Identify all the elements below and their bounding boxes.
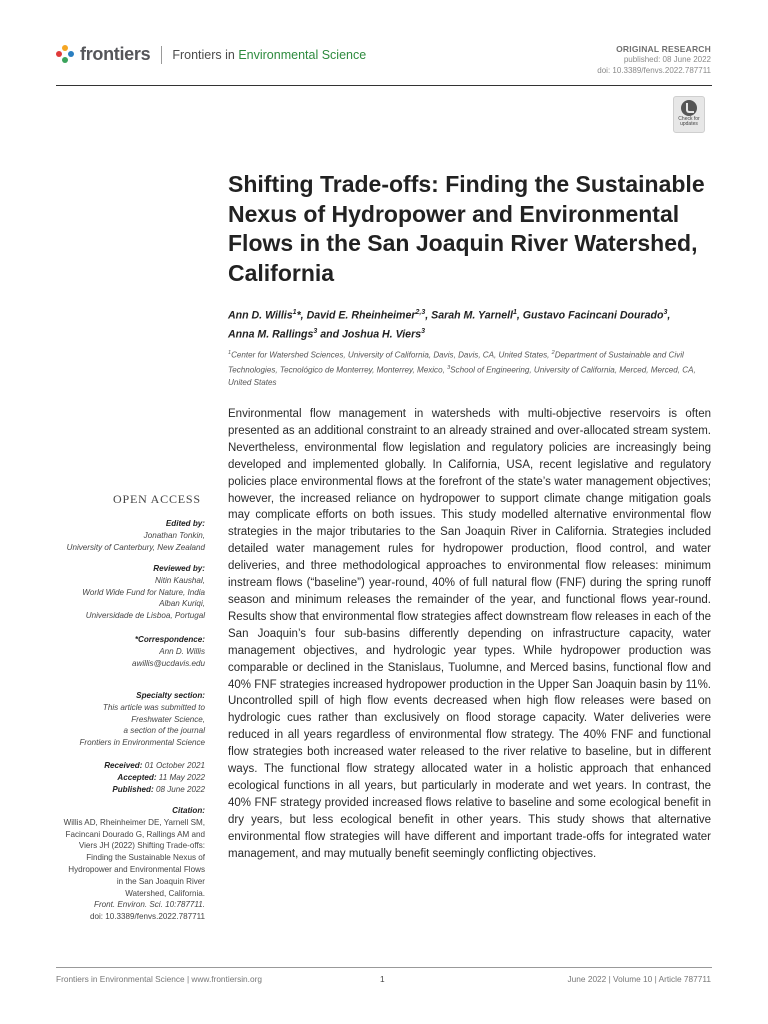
- specialty-section: [79, 690, 205, 749]
- received-value: 01 October 2021: [144, 761, 205, 770]
- citation-line: Willis AD, Rheinheimer DE, Yarnell SM,: [63, 817, 205, 827]
- article-doi[interactable]: doi: 10.3389/fenvs.2022.787711: [597, 66, 711, 75]
- frontiers-logo-icon: [56, 45, 75, 64]
- specialty-line: Frontiers in Environmental Science: [79, 738, 205, 748]
- accepted-date: [104, 772, 205, 784]
- citation-line: Facincani Dourado G, Rallings AM and: [65, 829, 205, 839]
- affiliation-marker: 2: [551, 350, 555, 356]
- published-value: 08 June 2022: [155, 784, 205, 794]
- author-name[interactable]: Gustavo Facincani Dourado: [522, 309, 664, 322]
- author-list: Ann D. Willis$^1$*, David E. Rheinheimer$^{2,3}$, Sarah M. Yarnell$^1$, Gustavo Facincani Dourado$^3$, Anna M. Rallings$^3$ and Joshua H. Viers$^3$: [228, 309, 671, 341]
- citation-line: Watershed, California.: [125, 888, 205, 898]
- citation-line: Viers JH (2022) Shifting Trade-offs:: [78, 841, 205, 851]
- correspondence-email[interactable]: awillis@ucdavis.edu: [132, 658, 205, 668]
- author-name[interactable]: Anna M. Rallings: [228, 328, 314, 341]
- citation-doi[interactable]: doi: 10.3389/fenvs.2022.787711: [89, 912, 205, 922]
- specialty-line: This article was submitted to: [102, 702, 205, 712]
- article-title: Shifting Trade-offs: Finding the Sustainable Nexus of Hydropower and Environmental Flows in the San Joaquin River Watershed, California: [228, 171, 705, 286]
- journal-prefix: Frontiers in: [172, 47, 235, 62]
- check-updates-icon: [681, 100, 697, 116]
- affiliation-text: Center for Watershed Sciences, University of California, Davis, Davis, CA, United States,: [231, 350, 552, 360]
- affiliation-text: Department of Sustainable and Civil Technologies, Tecnológico de Monterrey, Monterrey, Mexico,: [228, 350, 684, 375]
- reviewer-line: Universidade de Lisboa, Portugal: [85, 611, 205, 621]
- frontiers-logo[interactable]: [56, 44, 366, 65]
- affiliation-marker: 1: [228, 350, 232, 356]
- affiliation-text: School of Engineering, University of California, Merced, Merced, CA, United States: [228, 365, 696, 388]
- author-name[interactable]: Joshua H. Viers: [342, 328, 422, 341]
- citation-line: in the San Joaquin River: [116, 876, 205, 886]
- published-label: Published:: [112, 784, 154, 794]
- citation-line: Finding the Sustainable Nexus of: [86, 853, 205, 863]
- reviewer-line: Alban Kuriqi,: [159, 599, 205, 609]
- open-access-label: OPEN ACCESS: [113, 492, 201, 506]
- citation-label: Citation:: [172, 806, 205, 815]
- specialty-line: Freshwater Science,: [131, 714, 205, 724]
- citation-line: Front. Environ. Sci. 10:787711.: [94, 900, 205, 910]
- author-affiliation-marker: 3: [663, 309, 668, 316]
- correspondence-label: *Correspondence:: [134, 635, 205, 644]
- affiliation-marker: 3: [447, 365, 451, 372]
- editor-line: University of Canterbury, New Zealand: [66, 542, 205, 552]
- footer-rule: [56, 967, 712, 968]
- author-name[interactable]: Ann D. Willis: [228, 309, 293, 322]
- check-updates-label: Check for updates: [678, 116, 700, 127]
- author-name[interactable]: David E. Rheinheimer: [306, 309, 416, 322]
- abstract: Environmental flow management in watersheds with multi-objective reservoirs is often presented as an additional constraint to an already strained and over-allocated stream system. Nevertheless, environmental flow legislation and regulatory policies are increasingly being developed and implemented globally. In California, USA, recent legislative and regulatory policies place environmental flows at the forefront of the state’s water management objectives; however, the increased reliance on hydropower to support climate change mitigation goals may complicate efforts on both issues. This study modelled alternative environmental flow strategies in the major tributaries to the San Joaquin River in California. Strategies included detailed water management rules for hydropower production, flood control, and water deliveries, and three methodological approaches to environmental flow releases: minimum instream flows (“baseline”) year-round, 40% of full natural flow (FNF) during the spring runoff season and minimum releases the remainder of the year, and functional flows year-round. Results show that environmental flow strategies affect downstream flow releases in each of the San Joaquin’s four sub-basins differently depending on infrastructure capacity, water management objectives, and hydrologic year types. While hydropower production was comparable or declined in the Stanislaus, Tuolumne, and Merced basins, functional flow and 40% FNF strategies increased hydropower production in the Upper San Joaquin basin by 11%. Uncontrolled spill of high flow events decreased when high flow releases were based on hydrologic cues rather than exclusively on flood storage capacity. Water deliveries were reduced in all years regardless of environmental flow strategy. The 40% FNF and functional flow strategies both increased water released to the river relative to baseline, but in different ways. The functional flow strategy allocated water in a holistic approach that enhanced ecological functions in all years, but particularly in moderate and wet years. In contrast, the 40% FNF strategy provided increased flows relative to baseline and some ecological benefit in dry years, but less ecological benefit in other years. This study shows that alternative environmental flow strategies will have different and important trade-offs for integrated water management, and may mutually benefit seemingly conflicting objectives.: [228, 408, 711, 860]
- affiliations: [228, 347, 716, 390]
- author-affiliation-marker: 3: [421, 327, 425, 335]
- footer-issue: June 2022 | Volume 10 | Article 787711: [567, 974, 711, 984]
- received-label: Received:: [104, 761, 143, 770]
- specialty-line: a section of the journal: [123, 726, 205, 736]
- reviewer-line: Nitin Kaushal,: [155, 575, 205, 585]
- check-for-updates-badge[interactable]: [673, 96, 705, 133]
- accepted-value: 11 May 2022: [158, 772, 205, 782]
- edited-by-label: Edited by:: [165, 519, 205, 528]
- specialty-label: Specialty section:: [136, 691, 205, 700]
- author-affiliation-marker: 2,3: [415, 309, 426, 316]
- author-affiliation-marker: 3: [313, 327, 318, 335]
- reviewed-by-section: [82, 563, 205, 622]
- footer-journal[interactable]: Frontiers in Environmental Science | www.frontiersin.org: [56, 974, 262, 984]
- correspondence-section: [132, 634, 205, 669]
- correspondence-name: Ann D. Willis: [159, 646, 205, 656]
- author-name[interactable]: Sarah M. Yarnell: [431, 309, 513, 322]
- header-rule: [56, 85, 712, 86]
- author-affiliation-marker: 1: [292, 309, 297, 316]
- journal-name: [172, 48, 366, 62]
- citation-line: Hydropower and Environmental Flows: [68, 864, 205, 874]
- reviewer-line: World Wide Fund for Nature, India: [82, 587, 205, 597]
- journal-name-highlight: Environmental Science: [238, 47, 367, 62]
- article-type: ORIGINAL RESEARCH: [616, 44, 711, 54]
- logo-divider: [161, 46, 162, 64]
- published-date: published: 08 June 2022: [623, 55, 711, 64]
- reviewed-by-label: Reviewed by:: [153, 564, 205, 573]
- accepted-label: Accepted:: [117, 772, 157, 782]
- citation-section: [64, 805, 205, 923]
- published-date-sidebar: [104, 784, 205, 796]
- dates-section: [104, 760, 205, 795]
- page-number: 1: [380, 974, 385, 984]
- edited-by-section: [67, 518, 205, 553]
- author-affiliation-marker: 1: [512, 309, 517, 316]
- article-header-meta: [597, 44, 711, 76]
- brand-name: frontiers: [80, 44, 151, 64]
- received-date: [104, 760, 205, 772]
- editor-line: Jonathan Tonkin,: [143, 530, 205, 540]
